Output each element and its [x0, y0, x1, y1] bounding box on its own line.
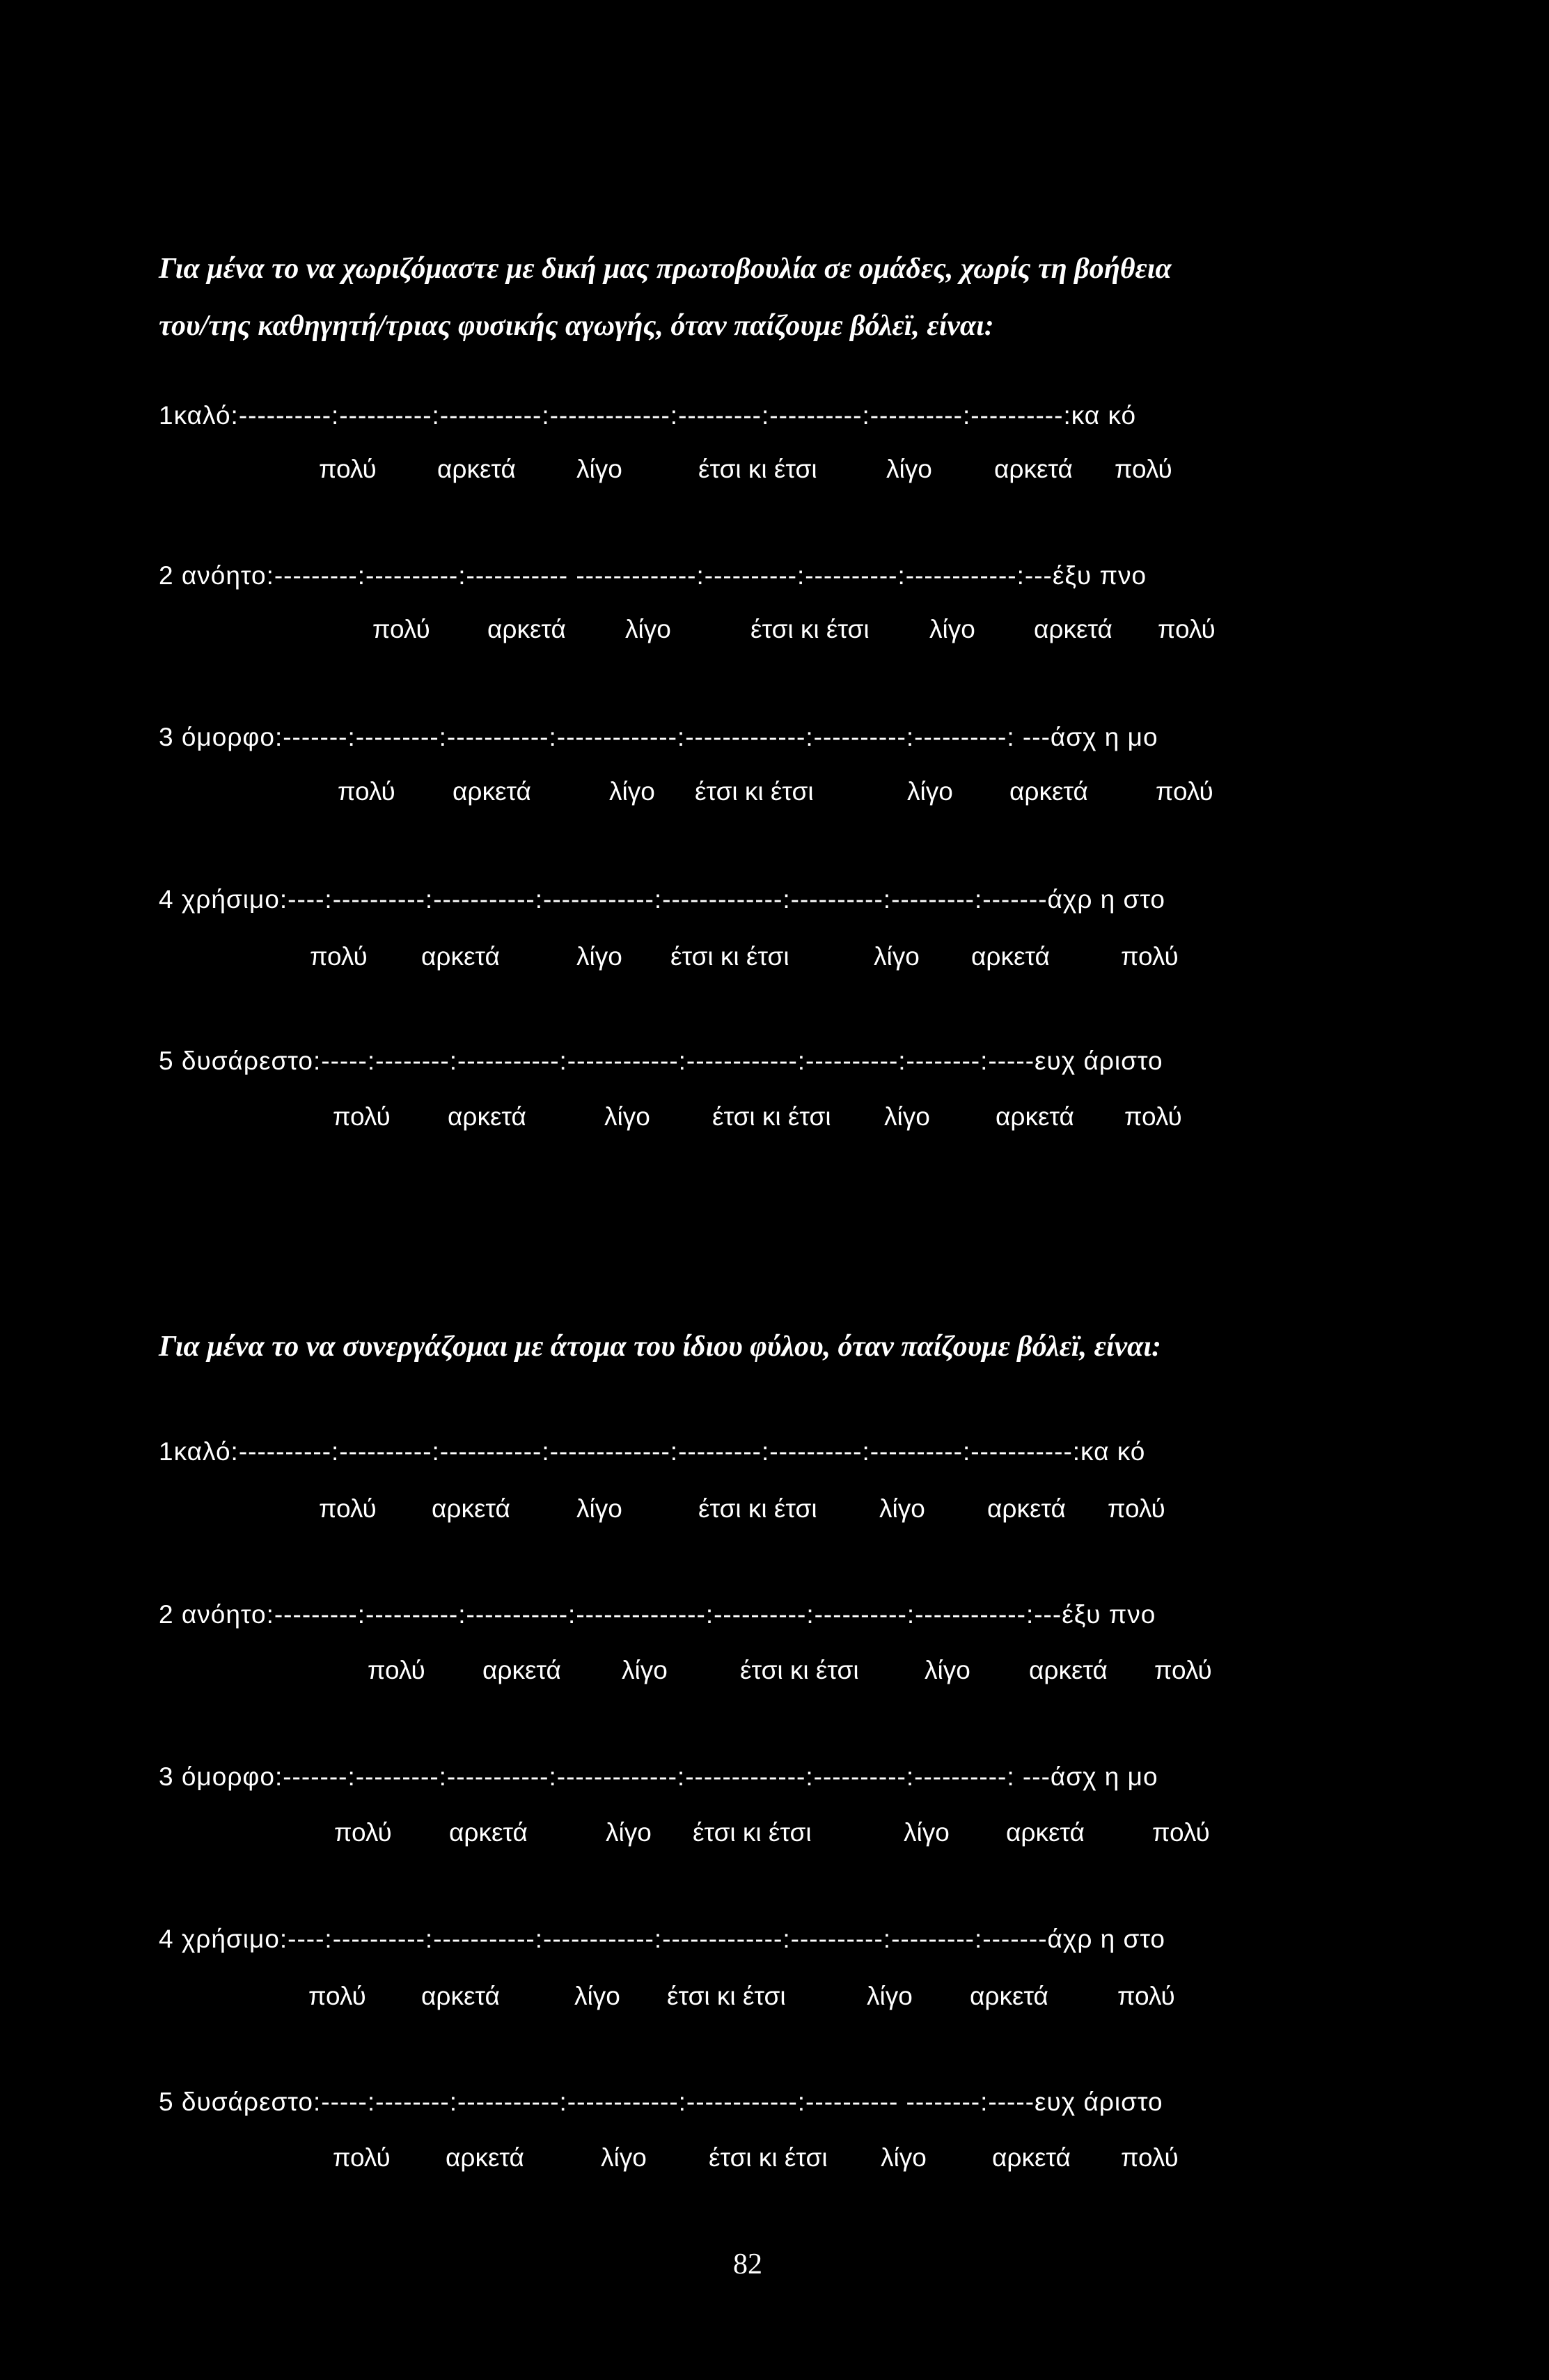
label-etsi-ki-etsi: έτσι κι έτσι — [740, 1656, 859, 1684]
label-etsi-ki-etsi: έτσι κι έτσι — [750, 615, 870, 643]
label-etsi-ki-etsi: έτσι κι έτσι — [698, 455, 817, 483]
label-etsi-ki-etsi: έτσι κι έτσι — [693, 1818, 812, 1847]
label-ligo-right: λίγο — [886, 455, 932, 483]
section2-heading-line1: Για μένα το να συνεργάζομαι με άτομα του ίδιου φύλου, όταν παίζουμε βόλεϊ, είναι: — [159, 1331, 1162, 1363]
label-arketa-right: αρκετά — [994, 455, 1073, 483]
label-ligo-left: λίγο — [604, 1102, 650, 1131]
label-poly-right: πολύ — [1152, 1818, 1210, 1847]
label-poly-left: πολύ — [333, 1102, 391, 1131]
label-arketa-left: αρκετά — [421, 942, 500, 971]
section1-item-4-scale: 4 χρήσιμο:----:----------:-----------:------------:-------------:----------:---------:-------άχρ η στο — [159, 885, 1166, 914]
label-ligo-right: λίγο — [929, 615, 975, 643]
section2-item-1-scale: 1καλό:----------:----------:-----------:-------------:---------:----------:----------:-----------:κα κό — [159, 1437, 1146, 1466]
label-arketa-left: αρκετά — [453, 777, 531, 806]
label-ligo-right: λίγο — [874, 942, 920, 971]
label-ligo-left: λίγο — [622, 1656, 668, 1684]
label-ligo-left: λίγο — [576, 942, 622, 971]
label-poly-left: πολύ — [319, 1494, 377, 1523]
label-ligo-left: λίγο — [625, 615, 671, 643]
label-poly-left: πολύ — [310, 942, 368, 971]
section2-item-5-scale: 5 δυσάρεστο:-----:--------:-----------:------------:------------:---------- --------:-----ευχ άριστο — [159, 2088, 1163, 2116]
label-arketa-left: αρκετά — [432, 1494, 510, 1523]
section1-item-1-scale: 1καλό:----------:----------:-----------:-------------:---------:----------:----------:----------:κα κό — [159, 401, 1137, 430]
section2-heading — [159, 1318, 1161, 1375]
section1-heading-line2: του/της καθηγητή/τριας φυσικής αγωγής, όταν παίζουμε βόλεϊ, είναι: — [159, 310, 994, 342]
section1-item-3-scale: 3 όμορφο:-------:---------:-----------:-------------:-------------:----------:----------: ---άσχ η μο — [159, 723, 1158, 751]
label-ligo-left: λίγο — [576, 455, 622, 483]
label-poly-left: πολύ — [368, 1656, 425, 1684]
label-arketa-right: αρκετά — [1034, 615, 1112, 643]
label-etsi-ki-etsi: έτσι κι έτσι — [670, 942, 789, 971]
label-poly-left: πολύ — [333, 2143, 391, 2172]
label-poly-right: πολύ — [1115, 455, 1172, 483]
label-arketa-right: αρκετά — [992, 2143, 1071, 2172]
label-poly-left: πολύ — [319, 455, 377, 483]
label-arketa-left: αρκετά — [449, 1818, 528, 1847]
label-ligo-left: λίγο — [576, 1494, 622, 1523]
label-etsi-ki-etsi: έτσι κι έτσι — [695, 777, 814, 806]
label-arketa-left: αρκετά — [421, 1982, 500, 2010]
label-ligo-left: λίγο — [606, 1818, 652, 1847]
section1-item-5-scale: 5 δυσάρεστο:-----:--------:-----------:------------:------------:----------:--------:-----ευχ άριστο — [159, 1047, 1163, 1075]
label-ligo-right: λίγο — [925, 1656, 970, 1684]
label-ligo-right: λίγο — [907, 777, 953, 806]
label-ligo-left: λίγο — [601, 2143, 647, 2172]
label-etsi-ki-etsi: έτσι κι έτσι — [709, 2143, 828, 2172]
label-etsi-ki-etsi: έτσι κι έτσι — [667, 1982, 786, 2010]
label-ligo-right: λίγο — [884, 1102, 930, 1131]
label-arketa-right: αρκετά — [1006, 1818, 1085, 1847]
label-poly-right: πολύ — [1121, 2143, 1179, 2172]
label-poly-right: πολύ — [1121, 942, 1179, 971]
label-arketa-left: αρκετά — [487, 615, 566, 643]
label-poly-left: πολύ — [334, 1818, 392, 1847]
label-poly-right: πολύ — [1158, 615, 1216, 643]
label-ligo-right: λίγο — [867, 1982, 913, 2010]
label-poly-left: πολύ — [338, 777, 395, 806]
label-poly-right: πολύ — [1154, 1656, 1212, 1684]
section1-heading-line1: Για μένα το να χωριζόμαστε με δική μας πρωτοβουλία σε ομάδες, χωρίς τη βοήθεια — [159, 253, 1172, 285]
section2-item-4-scale: 4 χρήσιμο:----:----------:-----------:------------:-------------:----------:---------:-------άχρ η στο — [159, 1925, 1166, 1953]
label-arketa-right: αρκετά — [987, 1494, 1066, 1523]
label-poly-left: πολύ — [308, 1982, 366, 2010]
label-poly-right: πολύ — [1156, 777, 1213, 806]
label-ligo-right: λίγο — [879, 1494, 925, 1523]
section1-heading — [159, 240, 1172, 354]
label-ligo-left: λίγο — [574, 1982, 620, 2010]
label-arketa-left: αρκετά — [482, 1656, 561, 1684]
label-poly-right: πολύ — [1108, 1494, 1165, 1523]
label-ligo-right: λίγο — [881, 2143, 927, 2172]
page-number: 82 — [733, 2248, 762, 2280]
label-poly-left: πολύ — [372, 615, 430, 643]
label-arketa-right: αρκετά — [970, 1982, 1048, 2010]
label-arketa-left: αρκετά — [446, 2143, 524, 2172]
label-arketa-right: αρκετά — [996, 1102, 1074, 1131]
label-ligo-left: λίγο — [609, 777, 655, 806]
label-etsi-ki-etsi: έτσι κι έτσι — [698, 1494, 817, 1523]
label-etsi-ki-etsi: έτσι κι έτσι — [712, 1102, 831, 1131]
section1-item-2-scale: 2 ανόητο:---------:----------:----------- -------------:----------:----------:------------:---έξυ πνο — [159, 561, 1147, 590]
label-arketa-left: αρκετά — [448, 1102, 526, 1131]
label-poly-right: πολύ — [1124, 1102, 1182, 1131]
label-poly-right: πολύ — [1117, 1982, 1175, 2010]
section2-item-2-scale: 2 ανόητο:---------:----------:-----------:--------------:----------:----------:------------:---έξυ πνο — [159, 1600, 1156, 1629]
label-arketa-left: αρκετά — [437, 455, 516, 483]
label-arketa-right: αρκετά — [1029, 1656, 1108, 1684]
label-arketa-right: αρκετά — [971, 942, 1050, 971]
section2-item-3-scale: 3 όμορφο:-------:---------:-----------:-------------:-------------:----------:----------: ---άσχ η μο — [159, 1762, 1158, 1791]
label-arketa-right: αρκετά — [1009, 777, 1088, 806]
label-ligo-right: λίγο — [904, 1818, 950, 1847]
